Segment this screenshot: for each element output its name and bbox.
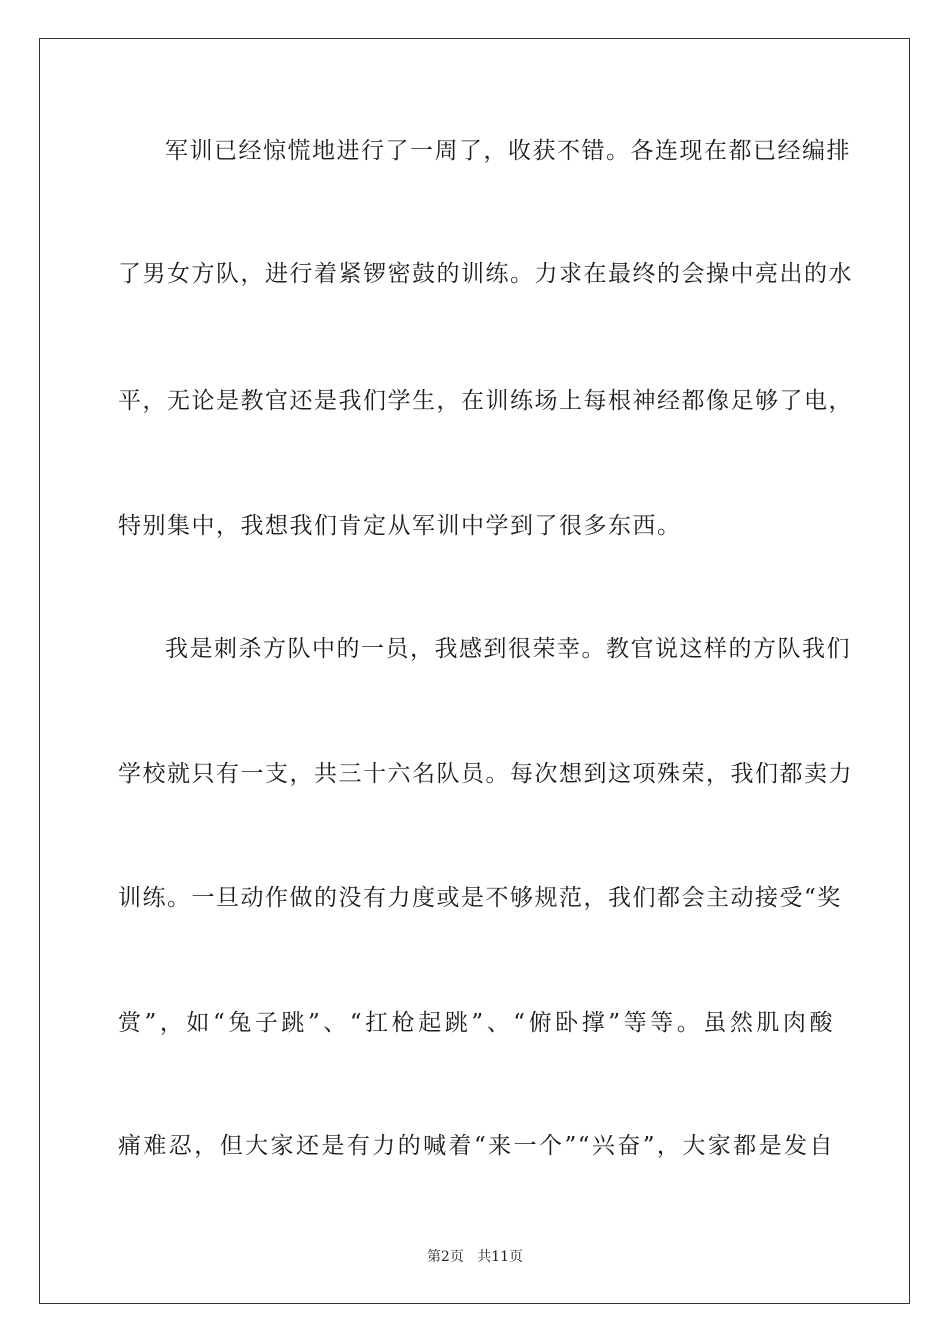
page-footer bbox=[0, 1248, 950, 1266]
paragraph-line: 特别集中，我想我们肯定从军训中学到了很多东西。 bbox=[118, 513, 682, 539]
paragraph-line: 赏”，如“兔子跳”、“扛枪起跳”、“俯卧撑”等等。虽然肌肉酸 bbox=[118, 1010, 834, 1036]
paragraph-line: 痛难忍，但大家还是有力的喊着“来一个”“兴奋”，大家都是发自 bbox=[118, 1133, 834, 1159]
paragraph-line: 训练。一旦动作做的没有力度或是不够规范，我们都会主动接受“奖 bbox=[118, 885, 842, 911]
paragraph-line: 学校就只有一支，共三十六名队员。每次想到这项殊荣，我们都卖力 bbox=[118, 761, 853, 787]
paragraph-line: 我是刺杀方队中的一员，我感到很荣幸。教官说这样的方队我们 bbox=[165, 636, 851, 662]
paragraph-line: 了男女方队，进行着紧锣密鼓的训练。力求在最终的会操中亮出的水 bbox=[118, 261, 853, 287]
paragraph-line: 军训已经惊慌地进行了一周了，收获不错。各连现在都已经编排 bbox=[165, 138, 851, 164]
paragraph-line: 平，无论是教官还是我们学生，在训练场上每根神经都像足够了电， bbox=[118, 388, 853, 414]
page-border bbox=[39, 38, 910, 1304]
total-pages: 共11页 bbox=[477, 1249, 524, 1265]
page-number: 第2页 bbox=[426, 1249, 464, 1265]
